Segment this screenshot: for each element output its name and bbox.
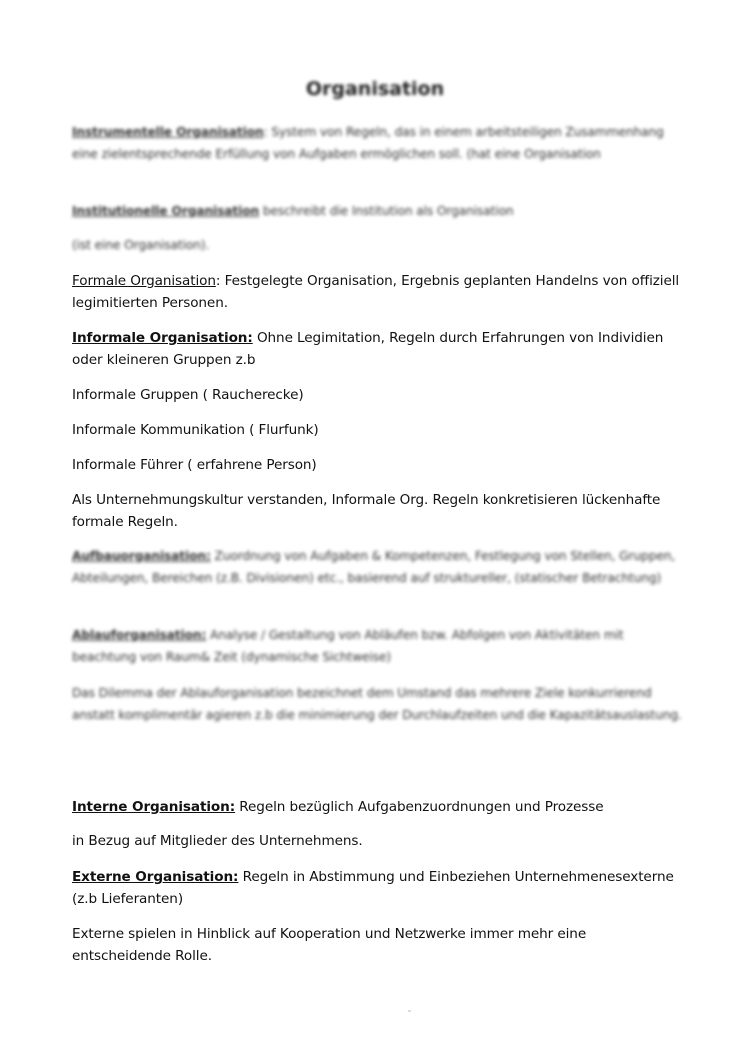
paragraph-institution-note (72, 234, 682, 256)
term-informale-organisation: Informale Organisation: (72, 330, 253, 346)
paragraph-text: Informale Führer ( erfahrene Person) (72, 457, 317, 473)
paragraph-instrumentelle-organisation (72, 121, 682, 165)
definition-text: : System von Regeln, das in einem arbeitsteiligen Zusammenhang eine zielentsprechende Erfüllung von Aufgaben ermöglichen soll. (hat eine Organisation (72, 125, 664, 161)
paragraph-aufbauorganisation (72, 545, 682, 589)
paragraph-text: Das Dilemma der Ablauforganisation bezeichnet dem Umstand das mehrere Ziele konkurrierend anstatt komplimentär agieren z.b die minimierung der Durchlaufzeiten und die Kapazitätsauslastung. (72, 686, 682, 722)
paragraph-externe-organisation (72, 866, 682, 910)
paragraph-unternehmungskultur (72, 489, 682, 533)
paragraph-externe-rolle (72, 923, 682, 967)
paragraph-mitglieder (72, 830, 682, 852)
paragraph-text: in Bezug auf Mitglieder des Unternehmens. (72, 833, 363, 849)
definition-text: beschreibt die Institution als Organisation (259, 204, 514, 218)
term-interne-organisation: Interne Organisation: (72, 799, 236, 815)
paragraph-ablauforganisation (72, 624, 682, 668)
term-aufbauorganisation: Aufbauorganisation: (72, 549, 211, 563)
paragraph-text: (ist eine Organisation). (72, 238, 210, 252)
paragraph-informale-organisation (72, 327, 682, 371)
term-formale-organisation: Formale Organisation (72, 273, 216, 289)
term-ablauforganisation: Ablauforganisation: (72, 628, 207, 642)
paragraph-text: Informale Kommunikation ( Flurfunk) (72, 422, 319, 438)
paragraph-text: Als Unternehmungskultur verstanden, Informale Org. Regeln konkretisieren lückenhafte formale Regeln. (72, 492, 661, 530)
term-externe-organisation: Externe Organisation: (72, 869, 239, 885)
paragraph-informale-fuehrer (72, 454, 682, 476)
definition-text: Ohne Legimitation, Regeln durch Erfahrungen von Individien oder kleineren Gruppen z.b (72, 330, 664, 368)
definition-text: Zuordnung von Aufgaben & Kompetenzen, Festlegung von Stellen, Gruppen, Abteilungen, Bereichen (z.B. Divisionen) etc., basierend auf struktureller, (statischer Betrachtung) (72, 549, 676, 585)
paragraph-informale-gruppen (72, 384, 682, 406)
page-speck (408, 1010, 411, 1012)
paragraph-text: Externe spielen in Hinblick auf Kooperation und Netzwerke immer mehr eine entscheidende Rolle. (72, 926, 587, 964)
definition-text: Analyse / Gestaltung von Abläufen bzw. Abfolgen von Aktivitäten mit beachtung von Raum& Zeit (dynamische Sichtweise) (72, 628, 624, 664)
document-title: Organisation (305, 78, 445, 100)
paragraph-formale-organisation (72, 270, 682, 314)
paragraph-interne-organisation (72, 796, 682, 818)
definition-text: Regeln in Abstimmung und Einbeziehen Unternehmenesexterne (z.b Lieferanten) (72, 869, 674, 907)
definition-text: Regeln bezüglich Aufgabenzuordnungen und Prozesse (235, 799, 604, 815)
paragraph-text: Informale Gruppen ( Raucherecke) (72, 387, 304, 403)
paragraph-dilemma (72, 682, 682, 726)
definition-text: : Festgelegte Organisation, Ergebnis geplanten Handelns von offiziell legimitierten Personen. (72, 273, 680, 311)
term-instrumentelle-organisation: Instrumentelle Organisation (72, 125, 264, 139)
paragraph-institutionelle-organisation (72, 200, 682, 222)
term-institutionelle-organisation: Institutionelle Organisation (72, 204, 260, 218)
paragraph-informale-kommunikation (72, 419, 682, 441)
